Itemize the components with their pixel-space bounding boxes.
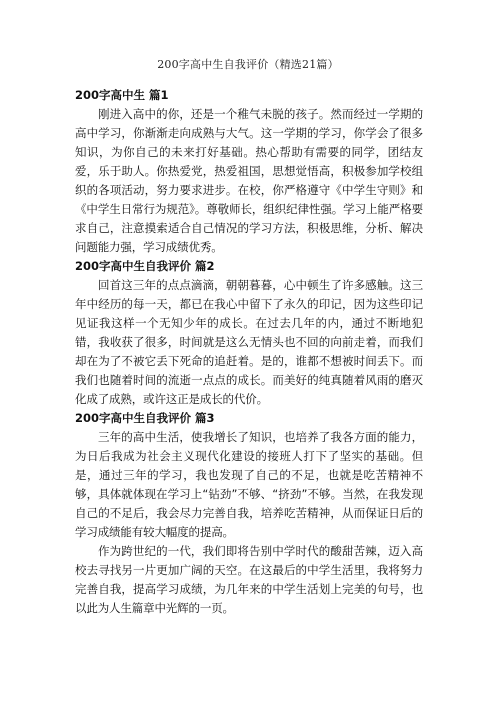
section-paragraph: 刚进入高中的你，还是一个稚气未脱的孩子。然而经过一学期的高中学习，你渐渐走向成熟与大气。这一学期的学习，你学会了很多知识，为你自己的未来打好基础。热心帮助有需要的同学，团结友爱，乐于助人。你热爱党，热爱祖国，思想觉悟高，积极参加学校组织的各项活动，努力要求进步。在校，你严格遵守《中学生守则》和《中学生日常行为规范》。尊敬师长，组织纪律性强。学习上能严格要求自己，注意摸索适合自己情况的学习方法，积极思维，分析、解决问题能力强，学习成绩优秀。 bbox=[75, 107, 423, 254]
document-body bbox=[75, 86, 423, 618]
section-1 bbox=[75, 86, 423, 257]
section-heading: 200字高中生 篇1 bbox=[75, 88, 169, 102]
section-heading: 200字高中生自我评价 篇2 bbox=[75, 259, 215, 273]
section-paragraph: 作为跨世纪的一代，我们即将告别中学时代的酸甜苦辣，迈入高校去寻找另一片更加广阔的天空。在这最后的中学生活里，我将努力完善自我，提高学习成绩，为几年来的中学生活划上完美的句号，也以此为人生篇章中光辉的一页。 bbox=[75, 544, 423, 615]
document-title: 200字高中生自我评价（精选21篇） bbox=[157, 58, 339, 71]
section-heading: 200字高中生自我评价 篇3 bbox=[75, 411, 215, 425]
section-paragraph: 回首这三年的点点滴滴，朝朝暮暮，心中顿生了许多感触。这三年中经历的每一天，都已在我心中留下了永久的印记，因为这些印记见证我这样一个无知少年的成长。在过去几年的内，通过不断地犯错，我收获了很多，时间就是这么无情头也不回的向前走着，而我们却在为了不被它丢下死命的追赶着。是的，谁都不想被时间丢下。而我们也随着时间的流逝一点点的成长。而美好的纯真随着风雨的磨灭化成了成熟，或许这正是成长的代价。 bbox=[75, 278, 423, 406]
section-paragraph: 三年的高中生活，使我增长了知识，也培养了我各方面的能力，为日后我成为社会主义现代化建设的接班人打下了坚实的基础。但是，通过三年的学习，我也发现了自己的不足，也就是吃苦精神不够，具体就体现在学习上“钻劲”不够、“挤劲”不够。当然，在我发现自己的不足后，我会尽力完善自我，培养吃苦精神，从而保证日后的学习成绩能有较大幅度的提高。 bbox=[75, 430, 423, 539]
section-3 bbox=[75, 409, 423, 618]
section-2 bbox=[75, 257, 423, 409]
